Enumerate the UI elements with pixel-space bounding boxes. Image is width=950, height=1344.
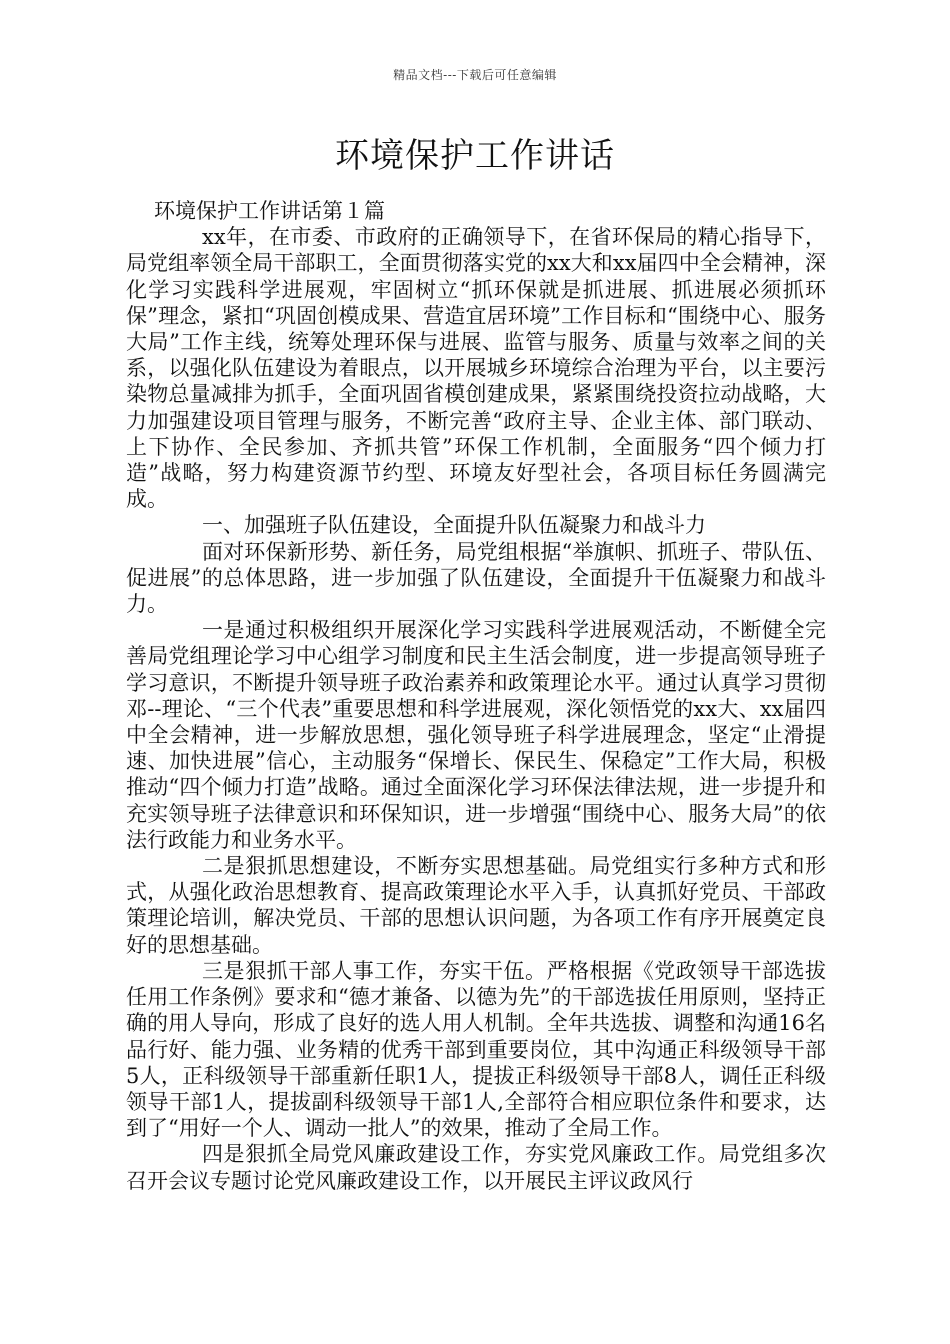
paragraph-intro: xx年，在市委、市政府的正确领导下，在省环保局的精心指导下，局党组率领全局干部职工，全面贯彻落实党的xx大和xx届四中全会精神，深化学习实践科学进展观，牢固树立“抓环保就是抓进展、抓进展必须抓环保”理念，紧扣“巩固创模成果、营造宜居环境”工作目标和“围绕中心、服务大局”工作主线，统筹处理环保与进展、监管与服务、质量与效率之间的关系，以强化队伍建设为着眼点，以开展城乡环境综合治理为平台，以主要污染物总量减排为抓手，全面巩固省模创建成果，紧紧围绕投资拉动战略，大力加强建设项目管理与服务，不断完善“政府主导、企业主体、部门联动、上下协作、全民参加、齐抓共管”环保工作机制，全面服务“四个倾力打造”战略，努力构建资源节约型、环境友好型社会，各项目标任务圆满完成。 (126, 225, 826, 512)
document-title: 环境保护工作讲话 (335, 136, 615, 176)
document-subtitle: 环境保护工作讲话第１篇 (154, 199, 385, 223)
header-note: 精品文档---下载后可任意编辑 (393, 68, 557, 82)
paragraph-point-3: 三是狠抓干部人事工作，夯实干伍。严格根据《党政领导干部选拔任用工作条例》要求和“德才兼备、以德为先”的干部选拔任用原则，坚持正确的用人导向，形成了良好的选人用人机制。全年共选拔、调整和沟通16名品行好、能力强、业务精的优秀干部到重要岗位，其中沟通正科级领导干部5人，正科级领导干部重新任职1人，提拔正科级领导干部8人，调任正科级领导干部1人，提拔副科级领导干部1人,全部符合相应职位条件和要求，达到了“用好一个人、调动一批人”的效果，推动了全局工作。 (126, 958, 826, 1141)
paragraph-point-2: 二是狠抓思想建设，不断夯实思想基础。局党组实行多种方式和形式，从强化政治思想教育、提高政策理论水平入手，认真抓好党员、干部政策理论培训，解决党员、干部的思想认识问题，为各项工作有序开展奠定良好的思想基础。 (126, 854, 826, 957)
section-heading: 一、加强班子队伍建设，全面提升队伍凝聚力和战斗力 (202, 513, 706, 538)
document-body (126, 198, 826, 1194)
paragraph-point-1: 一是通过积极组织开展深化学习实践科学进展观活动，不断健全完善局党组理论学习中心组学习制度和民主生活会制度，进一步提高领导班子学习意识，不断提升领导班子政治素养和政策理论水平。通过认真学习贯彻邓--理论、“三个代表”重要思想和科学进展观，深化领悟党的xx大、xx届四中全会精神，进一步解放思想，强化领导班子科学进展理念，坚定“止滑提速、加快进展”信心，主动服务“保增长、保民生、保稳定”工作大局，积极推动“四个倾力打造”战略。通过全面深化学习环保法律法规，进一步提升和充实领导班子法律意识和环保知识，进一步增强“围绕中心、服务大局”的依法行政能力和业务水平。 (126, 618, 826, 852)
paragraph-point-4: 四是狠抓全局党风廉政建设工作，夯实党风廉政工作。局党组多次召开会议专题讨论党风廉政建设工作，以开展民主评议政风行 (126, 1142, 826, 1193)
paragraph-section-intro: 面对环保新形势、新任务，局党组根据“举旗帜、抓班子、带队伍、促进展”的总体思路，进一步加强了队伍建设，全面提升干伍凝聚力和战斗力。 (126, 539, 826, 617)
